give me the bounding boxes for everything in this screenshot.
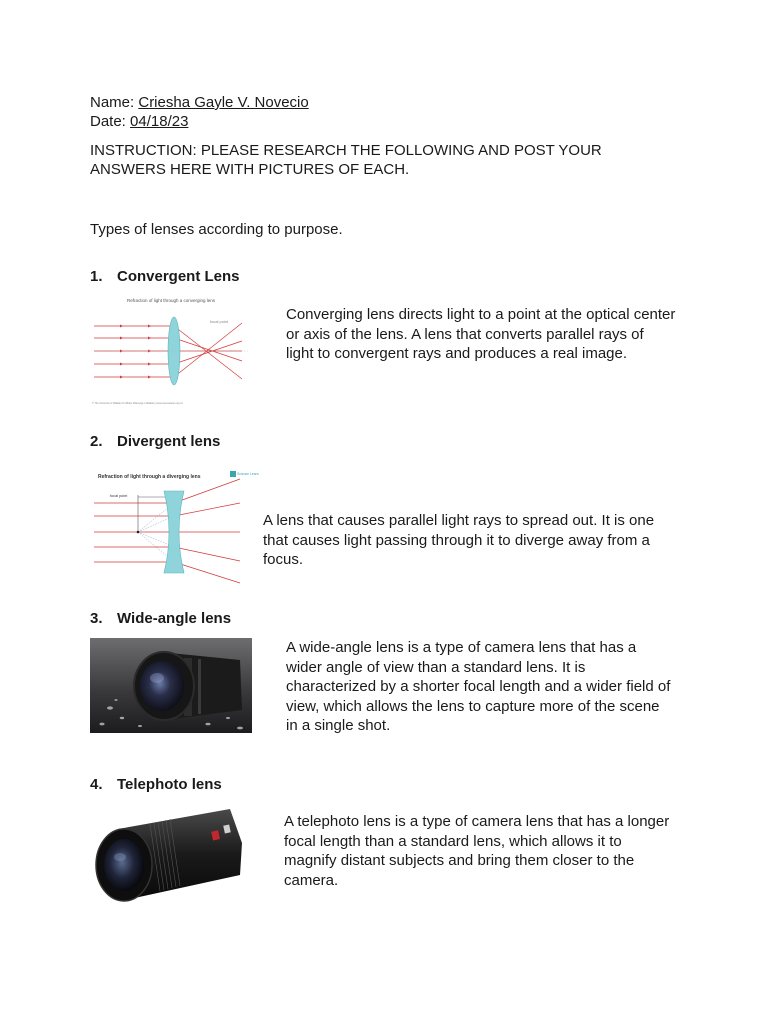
instruction-line-1: INSTRUCTION: PLEASE RESEARCH THE FOLLOWING AND POST YOUR [90, 142, 602, 159]
section-3-text [286, 638, 706, 736]
text-line: focal length than a standard lens, which allows it to [284, 832, 622, 850]
name-line [90, 93, 309, 113]
text-line: characterized by a shorter focal length and a wider field of [286, 678, 671, 695]
name-label: Name: [90, 94, 135, 111]
intro-text: Types of lenses according to purpose. [90, 221, 343, 238]
name-value: Criesha Gayle V. Novecio [138, 94, 309, 111]
telephoto-lens-photo [90, 803, 242, 908]
section-title: Wide-angle lens [117, 610, 232, 627]
section-2-text [263, 511, 703, 570]
logo-icon [230, 471, 236, 477]
section-number: 2. [90, 433, 103, 450]
text-line: wider angle of view than a standard lens. It is [286, 658, 586, 676]
section-title: Convergent Lens [117, 268, 240, 285]
date-value: 04/18/23 [130, 113, 189, 130]
text-line: Converging lens directs light to a point at the optical center [286, 306, 676, 323]
section-1-text [286, 305, 706, 364]
section-number: 4. [90, 776, 103, 793]
focal-point-label: focal point [210, 319, 229, 324]
text-line: A telephoto lens is a type of camera lens that has a longer [284, 813, 670, 830]
section-number: 3. [90, 610, 103, 627]
wide-angle-lens-photo [90, 638, 252, 733]
diagram-credit: © The University of Waikato Te Whare Wānanga o Waikato | www.sciencelearn.org.nz [92, 402, 183, 405]
logo-text: Science Learn [237, 472, 259, 476]
text-line: A wide-angle lens is a type of camera lens that has a [286, 639, 637, 656]
date-line [90, 112, 188, 132]
convergent-lens-diagram [90, 295, 252, 407]
diagram-title: Refraction of light through a converging lens [126, 298, 216, 303]
text-line: focus. [263, 551, 304, 568]
section-3-heading [90, 609, 231, 629]
focal-point-label: focal point [110, 494, 128, 498]
text-line: magnify distant subjects and bring them closer to the [284, 852, 635, 869]
date-label: Date: [90, 113, 126, 130]
text-line: camera. [284, 871, 339, 889]
section-title: Divergent lens [117, 433, 221, 450]
section-number: 1. [90, 268, 103, 285]
divergent-lens-diagram [90, 465, 259, 585]
text-line: view, which allows the lens to capture more of the scene [286, 697, 660, 715]
instruction-line-2: ANSWERS HERE WITH PICTURES OF EACH. [90, 161, 410, 178]
section-4-heading [90, 775, 222, 795]
text-line: in a single shot. [286, 717, 391, 734]
section-title: Telephoto lens [117, 776, 222, 793]
section-1-heading [90, 267, 240, 287]
text-line: A lens that causes parallel light rays to spread out. It is one [263, 512, 655, 529]
text-line: that causes light passing through it to diverge away from a [263, 531, 650, 549]
section-4-text [284, 812, 704, 890]
diagram-title: Refraction of light through a diverging lens [98, 474, 201, 480]
text-line: or axis of the lens. A lens that converts parallel rays of [286, 325, 644, 343]
section-2-heading [90, 432, 220, 452]
text-line: light to convergent rays and produces a real image. [286, 345, 628, 362]
